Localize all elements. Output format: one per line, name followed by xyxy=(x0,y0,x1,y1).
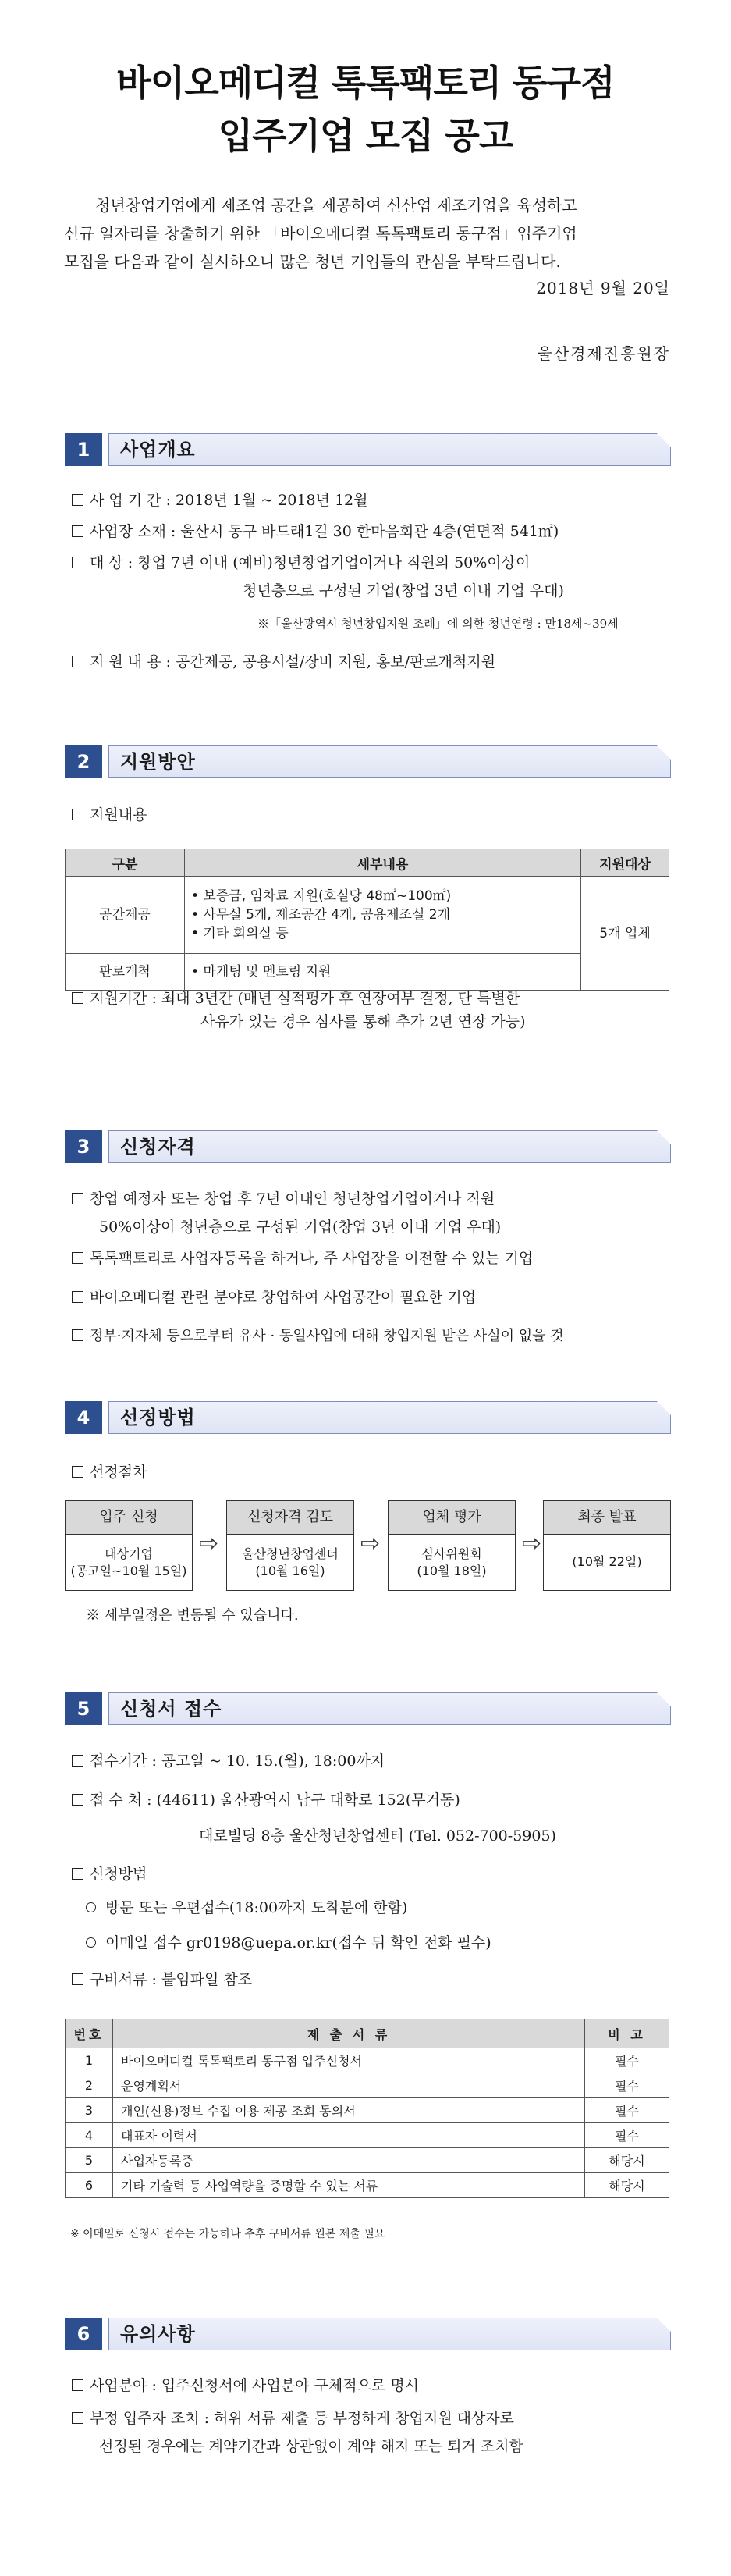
cell-no: 6 xyxy=(66,2173,113,2198)
checkbox-icon xyxy=(72,809,83,820)
title-line-2: 입주기업 모집 공고 xyxy=(218,115,513,157)
apply-place-cont: 대로빌딩 8층 울산청년창업센터 (Tel. 052-700-5905) xyxy=(199,1827,556,1845)
caution-text: 사업분야 : 입주신청서에 사업분야 구체적으로 명시 xyxy=(90,2377,420,2394)
caution-item xyxy=(72,2373,419,2398)
cell-no: 1 xyxy=(66,2048,113,2073)
qualification-text: 바이오메디컬 관련 분야로 창업하여 사업공간이 필요한 기업 xyxy=(90,1289,477,1306)
table-header-row xyxy=(66,2019,669,2048)
method-item xyxy=(86,1895,407,1920)
cell-doc: 기타 기술력 등 사업역량을 증명할 수 있는 서류 xyxy=(113,2173,585,2198)
section-title-bar xyxy=(108,745,671,778)
checkbox-icon xyxy=(72,1868,83,1880)
cell-doc: 대표자 이력서 xyxy=(113,2123,585,2148)
table-row xyxy=(66,2148,669,2173)
table-row xyxy=(66,2073,669,2098)
support-table xyxy=(65,849,669,991)
section-title: 지원방안 xyxy=(120,751,196,773)
required-docs xyxy=(72,1967,252,1992)
checkbox-icon xyxy=(72,1329,83,1341)
checkbox-icon xyxy=(72,1291,83,1303)
cell-no: 4 xyxy=(66,2123,113,2148)
caution-text: 부정 입주자 조치 : 허위 서류 제출 등 부정하게 창업지원 대상자로 xyxy=(90,2410,515,2427)
checkbox-icon xyxy=(72,992,83,1004)
circle-bullet-icon xyxy=(86,1902,96,1912)
cell-details: • 마케팅 및 멘토링 지원 xyxy=(185,954,581,991)
flow-step-line: 울산청년창업센터 xyxy=(242,1546,339,1561)
issuer: 울산경제진흥원장 xyxy=(537,344,670,363)
checkbox-icon xyxy=(72,557,83,568)
flow-step-3 xyxy=(388,1500,516,1591)
section-number: 1 xyxy=(65,433,102,466)
flow-step-head: 신청자격 검토 xyxy=(227,1501,353,1535)
selection-sub-text: 선정절차 xyxy=(90,1464,147,1481)
selection-sub xyxy=(72,1460,147,1485)
flow-step-1 xyxy=(65,1500,193,1591)
section-6-header xyxy=(65,2318,669,2350)
method-text: 방문 또는 우편접수(18:00까지 도착분에 한함) xyxy=(105,1899,408,1916)
checkbox-icon xyxy=(72,1794,83,1806)
business-target-cont: 청년층으로 구성된 기업(창업 3년 이내 기업 우대) xyxy=(243,582,564,600)
col-header: 구분 xyxy=(66,849,185,877)
intro-line-1: 청년창업기업에게 제조업 공간을 제공하여 신산업 제조기업을 육성하고 xyxy=(95,196,577,215)
checkbox-icon xyxy=(72,1193,83,1204)
cell-doc: 사업자등록증 xyxy=(113,2148,585,2173)
section-number: 3 xyxy=(65,1130,102,1163)
apply-method-text: 신청방법 xyxy=(90,1866,147,1883)
flow-step-head: 입주 신청 xyxy=(66,1501,192,1535)
section-3-header xyxy=(65,1130,669,1163)
age-note: ※「울산광역시 청년창업지원 조례」에 의한 청년연령 : 만18세~39세 xyxy=(257,617,619,631)
intro-line-2: 신규 일자리를 창출하기 위한 「바이오메디컬 톡톡팩토리 동구점」입주기업 xyxy=(64,224,577,243)
support-sub-text: 지원내용 xyxy=(90,806,147,824)
section-title: 사업개요 xyxy=(120,439,196,461)
apply-period-text: 접수기간 : 공고일 ~ 10. 15.(월), 18:00까지 xyxy=(90,1752,385,1770)
cell-note: 필수 xyxy=(585,2048,669,2073)
cell-category: 공간제공 xyxy=(66,877,185,954)
flow-step-2 xyxy=(226,1500,354,1591)
flow-step-body xyxy=(544,1535,670,1571)
flow-step-head: 최종 발표 xyxy=(544,1501,670,1535)
table-row xyxy=(66,2048,669,2073)
checkbox-icon xyxy=(72,2379,83,2391)
section-title-bar xyxy=(108,433,671,466)
section-title: 신청자격 xyxy=(120,1136,196,1158)
apply-place xyxy=(72,1788,460,1813)
flow-step-line: (10월 22일) xyxy=(572,1554,642,1569)
business-period xyxy=(72,488,367,513)
flow-arrow-icon: ⇨ xyxy=(522,1530,542,1557)
caution-item xyxy=(72,2406,514,2431)
checkbox-icon xyxy=(72,1466,83,1478)
flow-step-line: 대상기업 xyxy=(105,1546,153,1561)
notice-date: 2018년 9월 20일 xyxy=(536,279,670,297)
cell-note: 필수 xyxy=(585,2073,669,2098)
method-text: 이메일 접수 gr0198@uepa.or.kr(접수 뒤 확인 전화 필수) xyxy=(105,1934,491,1952)
cell-doc: 개인(신용)정보 수집 이용 제공 조회 동의서 xyxy=(113,2098,585,2123)
qualification-text: 창업 예정자 또는 창업 후 7년 이내인 청년창업기업이거나 직원 xyxy=(90,1190,495,1208)
checkbox-icon xyxy=(72,525,83,537)
section-title-bar xyxy=(108,1401,671,1434)
section-title: 선정방법 xyxy=(120,1407,196,1429)
support-content xyxy=(72,649,495,674)
qualification-text: 정부·지자체 등으로부터 유사 · 동일사업에 대해 창업지원 받은 사실이 없을 것 xyxy=(90,1328,564,1344)
checkbox-icon xyxy=(72,1973,83,1985)
cell-note: 해당시 xyxy=(585,2173,669,2198)
caution-cont: 선정된 경우에는 계약기간과 상관없이 계약 해지 또는 퇴거 조치함 xyxy=(99,2438,523,2455)
section-1-header xyxy=(65,433,669,466)
col-header: 비 고 xyxy=(585,2019,669,2048)
cell-no: 2 xyxy=(66,2073,113,2098)
support-content-text: 지 원 내 용 : 공간제공, 공용시설/장비 지원, 홍보/판로개척지원 xyxy=(90,653,496,671)
cell-doc: 바이오메디컬 톡톡팩토리 동구점 입주신청서 xyxy=(113,2048,585,2073)
section-4-header xyxy=(65,1401,669,1434)
cell-details xyxy=(185,877,581,954)
section-number: 2 xyxy=(65,745,102,778)
flow-arrow-icon: ⇨ xyxy=(199,1530,219,1557)
section-number: 6 xyxy=(65,2318,102,2350)
checkbox-icon xyxy=(72,2412,83,2424)
col-header: 지원대상 xyxy=(581,849,669,877)
table-row xyxy=(66,877,669,954)
business-target-text: 대 상 : 창업 7년 이내 (예비)청년창업기업이거나 직원의 50%이상이 xyxy=(90,554,531,571)
apply-place-text: 접 수 처 : (44611) 울산광역시 남구 대학로 152(무거동) xyxy=(90,1791,460,1809)
cell-note: 필수 xyxy=(585,2098,669,2123)
qualification-item xyxy=(72,1187,495,1212)
cell-category: 판로개척 xyxy=(66,954,185,991)
support-period-cont: 사유가 있는 경우 심사를 통해 추가 2년 연장 가능) xyxy=(200,1013,526,1030)
apply-method xyxy=(72,1862,147,1887)
support-period-text: 지원기간 : 최대 3년간 (매년 실적평가 후 연장여부 결정, 단 특별한 xyxy=(90,990,520,1007)
flow-step-line: 심사위원회 xyxy=(421,1546,482,1561)
support-sub xyxy=(72,802,147,827)
documents-table xyxy=(65,2019,669,2198)
cell-target: 5개 업체 xyxy=(581,877,669,991)
intro-line-3: 모집을 다음과 같이 실시하오니 많은 청년 기업들의 관심을 부탁드립니다. xyxy=(64,252,561,271)
cell-note: 해당시 xyxy=(585,2148,669,2173)
col-header: 번호 xyxy=(66,2019,113,2048)
apply-period xyxy=(72,1749,385,1774)
cell-doc: 운영계획서 xyxy=(113,2073,585,2098)
section-title-bar xyxy=(108,1130,671,1163)
flow-step-body xyxy=(227,1535,353,1580)
col-header: 세부내용 xyxy=(185,849,581,877)
flow-step-4 xyxy=(543,1500,671,1591)
section-number: 4 xyxy=(65,1401,102,1434)
checkbox-icon xyxy=(72,494,83,506)
section-2-header xyxy=(65,745,669,778)
cell-no: 5 xyxy=(66,2148,113,2173)
table-row xyxy=(66,2098,669,2123)
flow-step-line: (공고일~10월 15일) xyxy=(70,1564,187,1578)
flow-step-body xyxy=(66,1535,192,1580)
qualification-item xyxy=(72,1246,533,1271)
detail-line: • 사무실 5개, 제조공간 4개, 공용제조실 2개 xyxy=(191,907,451,923)
section-number: 5 xyxy=(65,1692,102,1725)
detail-line: • 보증금, 임차료 지원(호실당 48㎡~100㎡) xyxy=(191,888,452,904)
business-period-text: 사 업 기 간 : 2018년 1월 ~ 2018년 12월 xyxy=(90,492,368,509)
table-header-row xyxy=(66,849,669,877)
business-location-text: 사업장 소재 : 울산시 동구 바드래1길 30 한마음회관 4층(연면적 541㎡) xyxy=(90,523,559,540)
section-title-bar xyxy=(108,2318,671,2350)
qualification-item xyxy=(72,1324,564,1349)
flow-arrow-icon: ⇨ xyxy=(360,1530,381,1557)
section-title: 유의사항 xyxy=(120,2323,196,2345)
cell-note: 필수 xyxy=(585,2123,669,2148)
qualification-text: 톡톡팩토리로 사업자등록을 하거나, 주 사업장을 이전할 수 있는 기업 xyxy=(90,1250,534,1267)
detail-line: • 기타 회의실 등 xyxy=(191,926,289,941)
section-title-bar xyxy=(108,1692,671,1725)
table-row xyxy=(66,2173,669,2198)
qualification-cont: 50%이상이 청년층으로 구성된 기업(창업 3년 이내 기업 우대) xyxy=(99,1219,502,1236)
flow-step-body xyxy=(389,1535,515,1580)
flow-step-head: 업체 평가 xyxy=(389,1501,515,1535)
flow-step-line: (10월 16일) xyxy=(255,1564,325,1578)
col-header: 제 출 서 류 xyxy=(113,2019,585,2048)
email-note: ※ 이메일로 신청시 접수는 가능하나 추후 구비서류 원본 제출 필요 xyxy=(70,2228,385,2240)
business-target xyxy=(72,550,530,575)
checkbox-icon xyxy=(72,656,83,667)
section-5-header xyxy=(65,1692,669,1725)
support-period xyxy=(72,986,520,1011)
schedule-note: ※ 세부일정은 변동될 수 있습니다. xyxy=(86,1607,299,1624)
checkbox-icon xyxy=(72,1755,83,1767)
circle-bullet-icon xyxy=(86,1937,96,1948)
qualification-item xyxy=(72,1285,476,1310)
intro-paragraph xyxy=(64,191,672,276)
cell-no: 3 xyxy=(66,2098,113,2123)
checkbox-icon xyxy=(72,1252,83,1264)
table-row xyxy=(66,954,669,991)
title-line-1: 바이오메디컬 톡톡팩토리 동구점 xyxy=(116,62,615,104)
required-docs-text: 구비서류 : 붙임파일 참조 xyxy=(90,1971,253,1988)
section-title: 신청서 접수 xyxy=(120,1698,222,1720)
table-row xyxy=(66,2123,669,2148)
method-item xyxy=(86,1930,491,1955)
flow-step-line: (10월 18일) xyxy=(417,1564,487,1578)
business-location xyxy=(72,519,559,544)
